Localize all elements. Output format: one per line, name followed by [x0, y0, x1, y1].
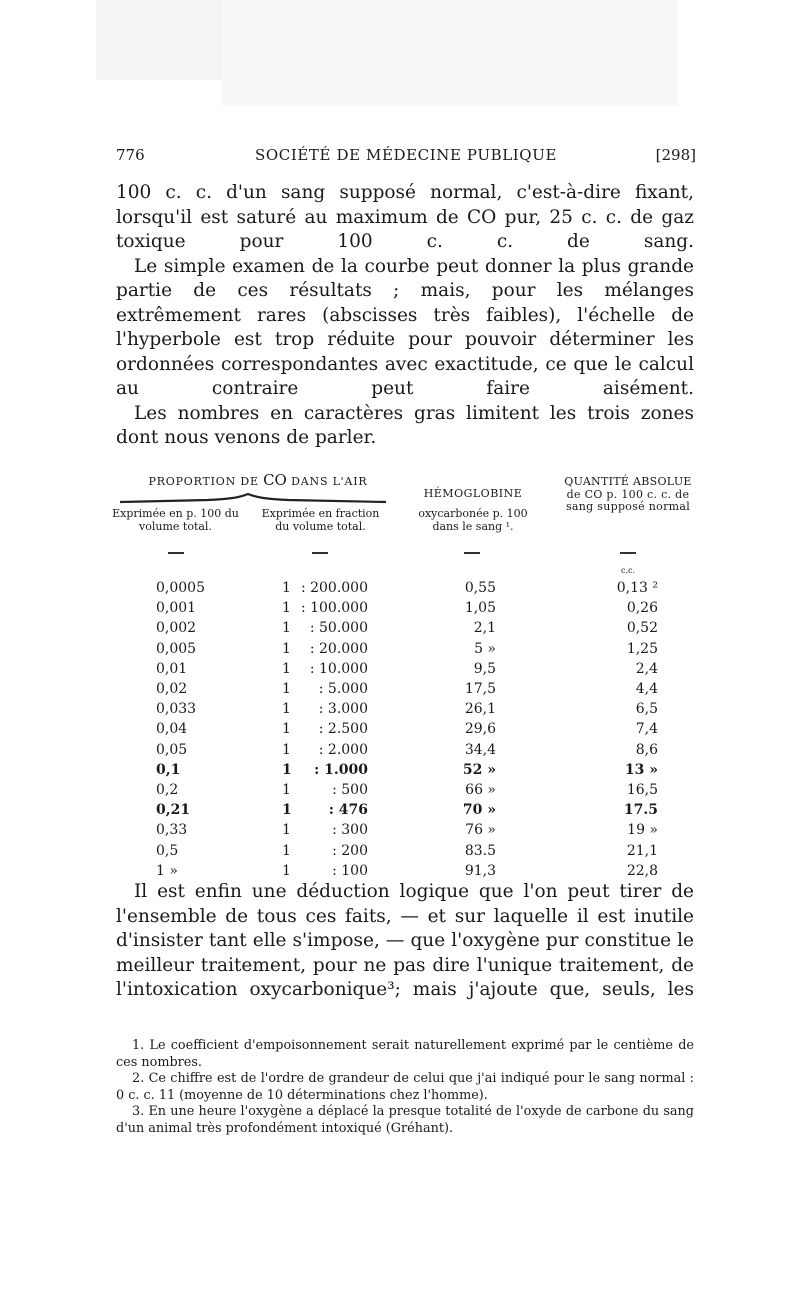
cell-quantity: 0,26: [626, 600, 658, 617]
cell-hemoglobin: 1,05: [464, 600, 496, 617]
cell-percent: 0,001: [156, 600, 197, 617]
header-proportion-co: CO: [263, 471, 287, 489]
cell-fraction: : 2.000: [318, 741, 368, 758]
table-row: [108, 641, 698, 661]
cell-percent: 0,5: [156, 842, 179, 859]
cell-quantity: 2,4: [635, 660, 658, 677]
cell-fraction: : 20.000: [309, 640, 368, 657]
header-dash: [168, 552, 184, 554]
cell-hemoglobin: 66 »: [465, 782, 496, 798]
paragraph-3: Les nombres en caractères gras limitent les trois zones dont nous venons de parler.: [116, 402, 694, 448]
co-proportion-table: [108, 468, 698, 888]
cell-fraction: : 10.000: [309, 660, 368, 677]
cell-percent: 0,1: [156, 761, 181, 778]
cell-percent: 0,05: [156, 741, 188, 758]
cell-numerator: 1: [282, 721, 291, 738]
scan-margin-patch-2: [222, 0, 678, 106]
scan-margin-patch: [96, 0, 222, 80]
table-row: [108, 843, 698, 863]
cell-numerator: 1: [282, 782, 291, 798]
cell-numerator: 1: [282, 681, 291, 697]
cell-quantity: 22,8: [626, 862, 658, 879]
cell-percent: 1 »: [156, 862, 178, 879]
cell-hemoglobin: 0,55: [464, 580, 496, 596]
cell-percent: 0,33: [156, 822, 188, 839]
cell-quantity: 7,4: [635, 721, 658, 738]
table-row: [108, 721, 698, 741]
cell-fraction: : 50.000: [309, 620, 368, 637]
cell-numerator: 1: [282, 822, 291, 839]
footnote-1: 1. Le coefficient d'empoisonnement serait naturellement exprimé par le centième de ces nombres.: [116, 1038, 694, 1070]
header-col-fraction: Exprimée en fraction du volume total.: [261, 507, 380, 533]
cell-quantity: 0,52: [626, 620, 658, 637]
book-page: [108, 128, 698, 1158]
header-proportion-prefix: PROPORTION DE: [148, 475, 264, 488]
cell-quantity: 6,5: [635, 701, 658, 718]
cell-hemoglobin: 83.5: [464, 842, 496, 859]
closing-text: [116, 880, 694, 1003]
header-col-percent: Exprimée en p. 100 du volume total.: [112, 507, 239, 533]
table-row: [108, 600, 698, 620]
cell-numerator: 1: [282, 640, 291, 657]
table-row: [108, 620, 698, 640]
cell-percent: 0,2: [156, 782, 179, 798]
header-dash: [464, 552, 480, 554]
cell-percent: 0,0005: [156, 580, 205, 596]
table-row: [108, 742, 698, 762]
cell-quantity: 1,25: [626, 640, 658, 657]
page-reference: [298]: [655, 146, 696, 164]
cell-fraction: : 300: [332, 822, 368, 839]
cell-percent: 0,002: [156, 620, 197, 637]
cell-hemoglobin: 52 »: [462, 761, 496, 778]
cell-quantity: 17.5: [623, 802, 658, 819]
cell-percent: 0,21: [156, 802, 191, 819]
closing-paragraph: Il est enfin une déduction logique que l'on peut tirer de l'ensemble de tous ces faits, — et sur laquelle il est inutile d'insister tant elle s'impose, — que l'oxygène pur constitue le meilleur traitement, pour ne pas dire l'unique traitement, de l'intoxication oxycarbonique³; mais j'ajoute que, seuls, les: [116, 881, 694, 1000]
cell-fraction: : 100: [332, 862, 368, 879]
cell-percent: 0,04: [156, 721, 188, 738]
cell-quantity: 8,6: [635, 741, 658, 758]
unit-label: c.c.: [620, 566, 636, 575]
cell-quantity: 16,5: [626, 782, 658, 798]
table-row: [108, 782, 698, 802]
cell-numerator: 1: [282, 842, 291, 859]
table-row: [108, 822, 698, 842]
cell-quantity: 13 »: [624, 761, 658, 778]
cell-fraction: : 100.000: [300, 600, 368, 617]
paragraph-2: Le simple examen de la courbe peut donner la plus grande partie de ces résultats ; mais, pour les mélanges extrêmement rares (abscisses très faibles), l'échelle de l'hyperbole est trop réduite pour pouvoir déterminer les ordonnées correspondantes avec exactitude, ce que le calcul au contraire peut faire aisément.: [116, 255, 694, 399]
cell-percent: 0,033: [156, 701, 197, 718]
cell-numerator: 1: [282, 660, 291, 677]
cell-fraction: : 200.000: [300, 580, 368, 596]
footnotes: [116, 1038, 694, 1137]
table-row: [108, 762, 698, 782]
cell-numerator: 1: [282, 620, 291, 637]
header-absolute-quantity: QUANTITÉ ABSOLUE de CO p. 100 c. c. de sang supposé normal: [564, 475, 692, 513]
header-dash: [620, 552, 636, 554]
header-proportion-suffix: DANS L'AIR: [286, 475, 368, 488]
cell-hemoglobin: 9,5: [473, 660, 496, 677]
cell-hemoglobin: 5 »: [474, 640, 496, 657]
cell-hemoglobin: 91,3: [464, 862, 496, 879]
cell-fraction: : 3.000: [318, 701, 368, 718]
cell-fraction: : 5.000: [318, 681, 368, 697]
cell-fraction: : 200: [332, 842, 368, 859]
cell-numerator: 1: [282, 761, 292, 778]
cell-fraction: : 1.000: [314, 761, 368, 778]
footnote-2: 2. Ce chiffre est de l'ordre de grandeur de celui que j'ai indiqué pour le sang normal : 0 c. c. 11 (moyenne de 10 déterminations chez l'homme).: [116, 1071, 694, 1103]
footnote-3: 3. En une heure l'oxygène a déplacé la presque totalité de l'oxyde de carbone du sang d'un animal très profondément intoxiqué (Gréhant).: [116, 1104, 694, 1136]
cell-fraction: : 500: [332, 782, 368, 798]
cell-numerator: 1: [282, 802, 292, 819]
cell-hemoglobin: 2,1: [473, 620, 496, 637]
cell-percent: 0,02: [156, 681, 188, 697]
cell-hemoglobin: 70 »: [462, 802, 496, 819]
table-row: [108, 701, 698, 721]
cell-numerator: 1: [282, 701, 291, 718]
cell-hemoglobin: 76 »: [465, 822, 496, 839]
running-title: SOCIÉTÉ DE MÉDECINE PUBLIQUE: [255, 146, 557, 164]
header-dash: [312, 552, 328, 554]
table-row: [108, 661, 698, 681]
paragraph-1: 100 c. c. d'un sang supposé normal, c'est-à-dire fixant, lorsqu'il est saturé au maximum de CO pur, 25 c. c. de gaz toxique pour 100 c. c. de sang.: [116, 182, 694, 252]
cell-hemoglobin: 26,1: [464, 701, 496, 718]
table-row: [108, 580, 698, 600]
header-brace: [118, 492, 388, 504]
cell-percent: 0,005: [156, 640, 197, 657]
cell-quantity: 0,13 ²: [616, 580, 658, 596]
cell-fraction: : 476: [328, 802, 368, 819]
cell-numerator: 1: [282, 600, 291, 617]
cell-numerator: 1: [282, 741, 291, 758]
header-hemoglobin-sub: oxycarbonée p. 100 dans le sang ¹.: [418, 507, 528, 533]
header-proportion: [128, 471, 388, 489]
cell-numerator: 1: [282, 580, 291, 596]
running-header: [116, 146, 696, 168]
header-hemoglobin: HÉMOGLOBINE: [423, 487, 523, 500]
cell-hemoglobin: 34,4: [464, 741, 496, 758]
cell-hemoglobin: 17,5: [464, 681, 496, 697]
body-text: [116, 181, 694, 451]
cell-numerator: 1: [282, 862, 291, 879]
page-number: 776: [116, 146, 145, 164]
cell-quantity: 19 »: [627, 822, 658, 839]
cell-quantity: 21,1: [626, 842, 658, 859]
cell-hemoglobin: 29,6: [464, 721, 496, 738]
table-row: [108, 681, 698, 701]
table-row: [108, 802, 698, 822]
cell-fraction: : 2.500: [318, 721, 368, 738]
cell-percent: 0,01: [156, 660, 188, 677]
cell-quantity: 4,4: [635, 681, 658, 697]
